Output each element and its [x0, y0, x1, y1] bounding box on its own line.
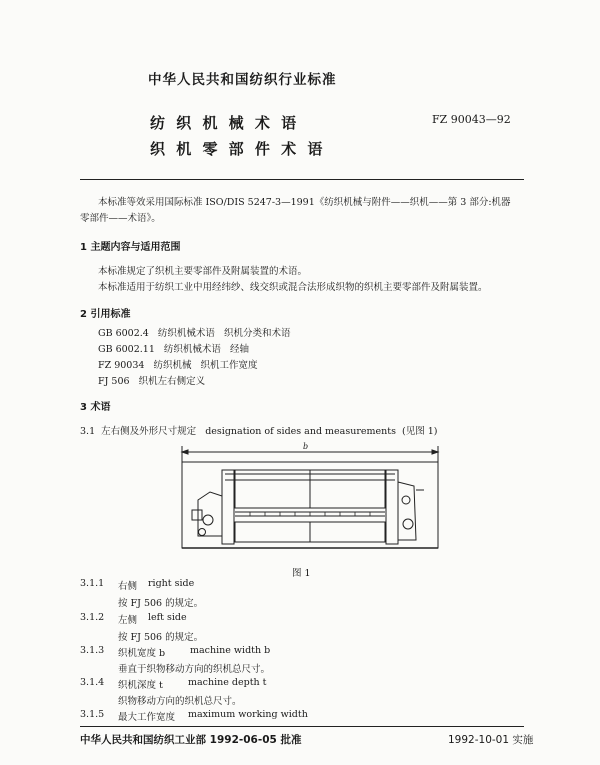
term-number: 3.1.4	[80, 677, 105, 688]
header-rule	[80, 179, 524, 180]
term-description: 按 FJ 506 的规定。	[118, 632, 204, 643]
section2-heading: 2 引用标准	[80, 309, 131, 320]
left-frame	[222, 470, 234, 544]
term-number: 3.1.5	[80, 709, 105, 720]
term-description: 垂直于织物移动方向的织机总尺寸。	[118, 664, 271, 675]
term-en: right side	[148, 578, 195, 589]
section1-paragraph1: 本标准规定了织机主要零部件及附属装置的术语。	[98, 266, 308, 277]
approval-line: 中华人民共和国纺织工业部 1992-06-05 批准	[80, 734, 302, 746]
figure-caption: 图 1	[292, 568, 311, 579]
section3-heading: 3 术语	[80, 402, 111, 413]
term-number: 3.1.3	[80, 645, 105, 656]
section1-paragraph2: 本标准适用于纺织工业中用经纬纱、线交织或混合法形成织物的织机主要零部件及附属装置。	[98, 282, 488, 293]
document-title-line1: 纺 织 机 械 术 语	[150, 114, 297, 132]
term-description: 织物移动方向的织机总尺寸。	[118, 696, 242, 707]
intro-line2: 零部件——术语》。	[80, 213, 161, 224]
reference-item: FJ 506 织机左右侧定义	[98, 376, 206, 387]
intro-line1: 本标准等效采用国际标准 ISO/DIS 5247-3—1991《纺织机械与附件——织机——第 3 部分:机器	[98, 197, 511, 208]
term-cn: 织机宽度 b	[118, 648, 166, 659]
term-cn: 右侧	[118, 581, 138, 592]
term-cn: 左侧	[118, 615, 138, 626]
term-en: left side	[148, 612, 187, 623]
term-number: 3.1.2	[80, 612, 105, 623]
section1-heading: 1 主题内容与适用范围	[80, 242, 181, 253]
standard-code: FZ 90043—92	[432, 113, 511, 126]
right-frame	[386, 470, 398, 544]
document-title-line2: 织 机 零 部 件 术 语	[150, 140, 323, 158]
term-number: 3.1.1	[80, 578, 105, 589]
term-cn: 织机深度 t	[118, 680, 163, 691]
implementation-date: 1992-10-01 实施	[448, 734, 534, 746]
reference-item: GB 6002.4 纺织机械术语 织机分类和术语	[98, 328, 291, 339]
standard-title: 中华人民共和国纺织行业标准	[148, 72, 337, 88]
term-cn: 最大工作宽度	[118, 712, 176, 723]
footer-rule	[80, 726, 524, 727]
loom-figure	[180, 440, 445, 550]
term-en: maximum working width	[188, 709, 308, 720]
reference-item: GB 6002.11 纺织机械术语 经轴	[98, 344, 249, 355]
term-en: machine width b	[190, 645, 271, 656]
term-en: machine depth t	[188, 677, 267, 688]
term-description: 按 FJ 506 的规定。	[118, 598, 204, 609]
dimension-label: b	[303, 442, 309, 451]
subsection-3-1: 3.1 左右侧及外形尺寸规定 designation of sides and measurements (见图 1)	[80, 426, 438, 437]
reference-item: FZ 90034 纺织机械 织机工作宽度	[98, 360, 258, 371]
